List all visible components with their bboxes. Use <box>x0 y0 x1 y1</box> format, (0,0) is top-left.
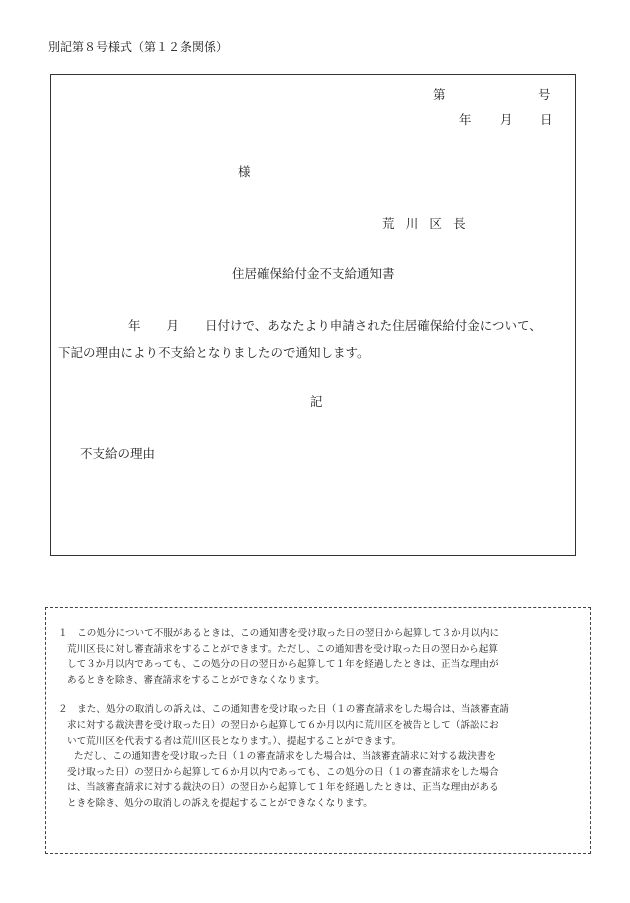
note-line: ただし、この通知書を受け取った日（１の審査請求をした場合は、当該審査請求に対する裁決書を <box>74 751 497 763</box>
note-item-1 <box>58 626 584 688</box>
issuer-char: 区 <box>429 216 443 231</box>
issuer-title <box>382 214 477 232</box>
note-line: あるときを除き、審査請求をすることができなくなります。 <box>67 674 325 686</box>
reason-label: 不支給の理由 <box>80 446 156 461</box>
date-month-label: 月 <box>500 112 513 127</box>
body-year-label: 年 <box>128 318 141 333</box>
document-number-suffix: 号 <box>538 87 551 102</box>
date-day-label: 日 <box>540 112 553 127</box>
note-line: して３か月以内であっても、この処分の日の翌日から起算して１年を経過したときは、正当な理由が <box>67 659 499 671</box>
notes-section <box>58 626 584 812</box>
note-line: 荒川区長に対し審査請求をすることができます。ただし、この通知書を受け取った日の翌日から起算 <box>67 643 498 655</box>
addressee-honorific: 様 <box>238 164 251 179</box>
date-year-label: 年 <box>459 112 472 127</box>
note-line: １ この処分について不服があるときは、この通知書を受け取った日の翌日から起算して３か月以内に <box>58 628 500 639</box>
notice-frame <box>50 74 576 556</box>
ki-heading: 記 <box>310 394 323 409</box>
body-line-1-text: 日付けで、あなたより申請された住居確保給付金について、 <box>205 318 542 333</box>
note-line: 求に対する裁決書を受け取った日）の翌日から起算して６か月以内に荒川区を被告として（訴訟にお <box>67 719 499 731</box>
note-line: 受け取った日）の翌日から起算して６か月以内であっても、この処分の日（１の審査請求をした場合 <box>67 766 499 778</box>
note-item-2 <box>58 702 584 811</box>
note-line: いて荒川区を代表する者は荒川区長となります。）、提起することができます。 <box>67 735 402 747</box>
body-line-1 <box>128 316 542 334</box>
document-number-prefix: 第 <box>433 87 446 102</box>
document-title: 住居確保給付金不支給通知書 <box>232 266 395 281</box>
body-line-2: 下記の理由により不支給となりましたので通知します。 <box>58 345 370 360</box>
note-line: ときを除き、処分の取消しの訴えを提起することができなくなります。 <box>67 797 373 809</box>
issuer-char: 川 <box>405 216 419 231</box>
issuer-char: 長 <box>453 216 466 231</box>
note-line: ２ また、処分の取消しの訴えは、この通知書を受け取った日（１の審査請求をした場合は、当該審査請 <box>58 704 509 716</box>
note-line: は、当該審査請求に対する裁決の日）の翌日から起算して１年を経過したときは、正当な理由がある <box>67 782 499 794</box>
body-month-label: 月 <box>166 318 180 333</box>
form-label: 別記第８号様式（第１２条関係） <box>48 40 229 54</box>
issuer-char: 荒 <box>382 216 395 231</box>
